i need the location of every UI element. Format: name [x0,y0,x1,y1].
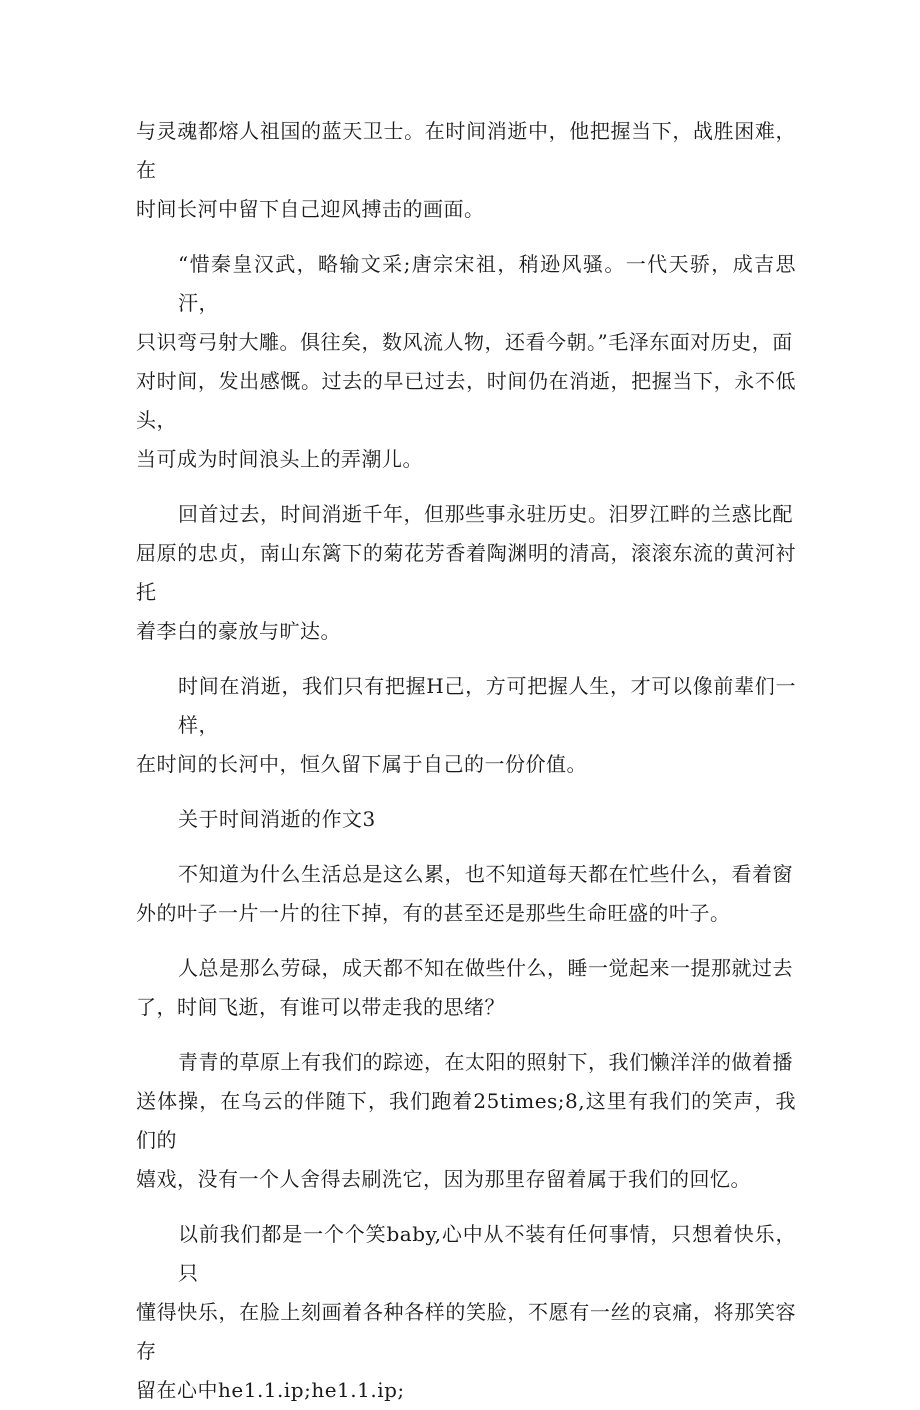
paragraph [136,855,796,933]
text-line: 当可成为时间浪头上的弄潮儿。 [136,447,423,471]
paragraph [136,495,796,651]
paragraph [136,1043,796,1199]
document-body [136,112,796,1410]
text-line: “惜秦皇汉武，略输文采;唐宗宋祖，稍逊风骚。一代天骄，成吉思汗， [178,252,796,315]
text-line: 懂得快乐，在脸上刻画着各种各样的笑脸，不愿有一丝的哀痛，将那笑容存 [136,1300,796,1363]
text-line: 送体操，在乌云的伴随下，我们跑着25times;8,这里有我们的笑声，我们的 [136,1089,796,1152]
text-line: 时间长河中留下自己迎风搏击的画面。 [136,197,485,221]
text-line: 青青的草原上有我们的踪迹，在太阳的照射下，我们懒洋洋的做着播 [178,1050,793,1074]
text-line: 外的叶子一片一片的往下掉，有的甚至还是那些生命旺盛的叶子。 [136,901,731,925]
section-heading-text: 关于时间消逝的作文3 [178,807,376,831]
text-line: 嬉戏，没有一个人舍得去刷洗它，因为那里存留着属于我们的回忆。 [136,1167,751,1191]
paragraph [136,667,796,784]
paragraph [136,1215,796,1410]
text-line: 对时间，发出感慨。过去的早已过去，时间仍在消逝，把握当下，永不低头， [136,369,796,432]
text-line: 时间在消逝，我们只有把握H己，方可把握人生，才可以像前辈们一样， [178,674,796,737]
text-line: 在时间的长河中，恒久留下属于自己的一份价值。 [136,752,587,776]
text-line: 人总是那么劳碌，成天都不知在做些什么，睡一觉起来一提那就过去 [178,956,793,980]
text-line: 回首过去，时间消逝千年，但那些事永驻历史。汨罗江畔的兰惑比配 [178,502,793,526]
text-line: 只识弯弓射大雕。俱往矣，数风流人物，还看今朝。”毛泽东面对历史，面 [136,330,793,354]
paragraph [136,245,796,479]
text-line: 与灵魂都熔人祖国的蓝天卫士。在时间消逝中，他把握当下，战胜困难，在 [136,119,796,182]
text-line: 以前我们都是一个个笑baby,心中从不装有任何事情，只想着快乐，只 [178,1222,796,1285]
text-line: 了，时间飞逝，有谁可以带走我的思绪？ [136,995,505,1019]
text-line: 不知道为什么生活总是这么累，也不知道每天都在忙些什么，看着窗 [178,862,793,886]
section-heading [136,800,796,839]
text-line: 着李白的豪放与旷达。 [136,619,341,643]
text-line: 留在心中he1.1.ip;he1.1.ip; [136,1378,405,1402]
paragraph [136,112,796,229]
paragraph [136,949,796,1027]
text-line: 屈原的忠贞，南山东篱下的菊花芳香着陶渊明的清高，滚滚东流的黄河衬托 [136,541,796,604]
